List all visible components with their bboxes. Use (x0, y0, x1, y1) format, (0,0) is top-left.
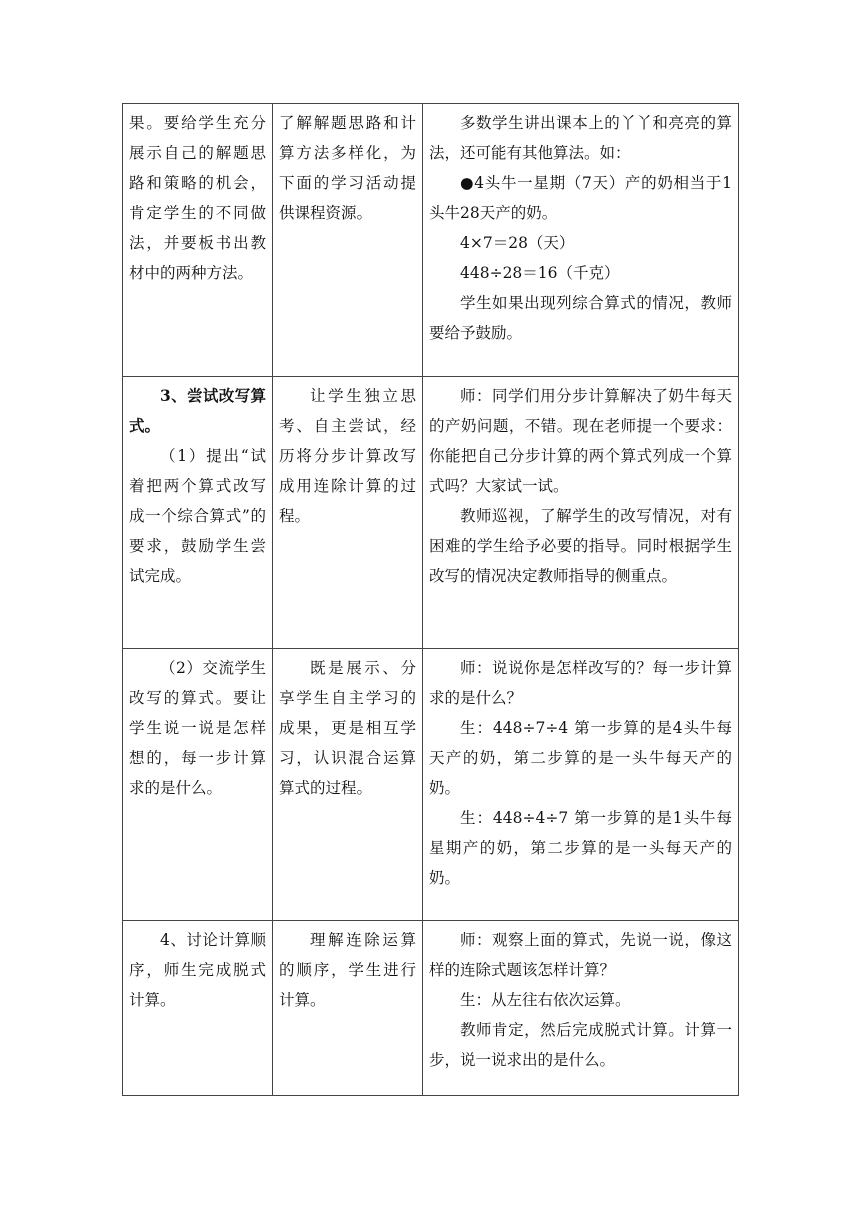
formula-line: 448÷28＝16（千克） (460, 264, 620, 282)
process-text: （2）交流学生改写的算式。要让学生说一说是怎样想的，每一步计算求的是什么。 (129, 659, 266, 797)
formula-line: 4×7＝28（天） (460, 234, 575, 252)
activity-paragraph: 学生如果出现列综合算式的情况，教师要给予鼓励。 (429, 294, 732, 342)
table-row (123, 377, 739, 649)
process-text: 4、讨论计算顺序，师生完成脱式计算。 (129, 931, 266, 1009)
activity-paragraph: 生：448÷4÷7 第一步算的是1头牛每星期产的奶，第二步算的是一头每天产的奶。 (429, 809, 732, 887)
table-row (123, 104, 739, 377)
activity-paragraph: 生：从左往右依次运算。 (460, 991, 631, 1009)
activity-cell (423, 377, 739, 649)
activity-paragraph: 教师肯定，然后完成脱式计算。计算一步，说一说求出的是什么。 (429, 1021, 732, 1069)
lesson-plan-table (122, 103, 739, 1096)
activity-cell (423, 104, 739, 377)
table-row (123, 649, 739, 921)
section-heading: 3、尝试改写算式。 (129, 386, 266, 435)
process-cell (123, 377, 273, 649)
activity-paragraph: 多数学生讲出课本上的丫丫和亮亮的算法，还可能有其他算法。如： (429, 114, 732, 162)
activity-paragraph: 教师巡视，了解学生的改写情况，对有困难的学生给予必要的指导。同时根据学生改写的情况决定教师指导的侧重点。 (429, 507, 732, 585)
intent-cell (273, 649, 423, 921)
intent-cell (273, 377, 423, 649)
activity-paragraph: 师：观察上面的算式，先说一说，像这样的连除式题该怎样计算？ (429, 931, 732, 979)
table-row (123, 921, 739, 1096)
process-cell (123, 921, 273, 1096)
intent-text: 既是展示、分享学生自主学习的成果，更是相互学习，认识混合运算算式的过程。 (279, 659, 416, 797)
activity-paragraph: 师：同学们用分步计算解决了奶牛每天的产奶问题，不错。现在老师提一个要求：你能把自己分步计算的两个算式列成一个算式吗？大家试一试。 (429, 387, 732, 495)
intent-cell (273, 921, 423, 1096)
activity-cell (423, 921, 739, 1096)
intent-text: 了解解题思路和计算方法多样化，为下面的学习活动提供课程资源。 (279, 114, 416, 222)
activity-paragraph: 生：448÷7÷4 第一步算的是4头牛每天产的奶，第二步算的是一头牛每天产的奶。 (429, 719, 732, 797)
intent-text: 理解连除运算的顺序，学生进行计算。 (279, 931, 416, 1009)
process-cell (123, 649, 273, 921)
activity-paragraph: ●4头牛一星期（7天）产的奶相当于1头牛28天产的奶。 (429, 174, 732, 222)
process-cell (123, 104, 273, 377)
activity-paragraph: 师：说说你是怎样改写的？每一步计算求的是什么？ (429, 659, 732, 707)
intent-text: 让学生独立思考、自主尝试，经历将分步计算改写成用连除计算的过程。 (279, 387, 416, 525)
intent-cell (273, 104, 423, 377)
activity-cell (423, 649, 739, 921)
process-text: 果。要给学生充分展示自己的解题思路和策略的机会，肯定学生的不同做法，并要板书出教材中的两种方法。 (129, 114, 266, 282)
process-text: （1）提出“试着把两个算式改写成一个综合算式”的要求，鼓励学生尝试完成。 (129, 447, 266, 585)
